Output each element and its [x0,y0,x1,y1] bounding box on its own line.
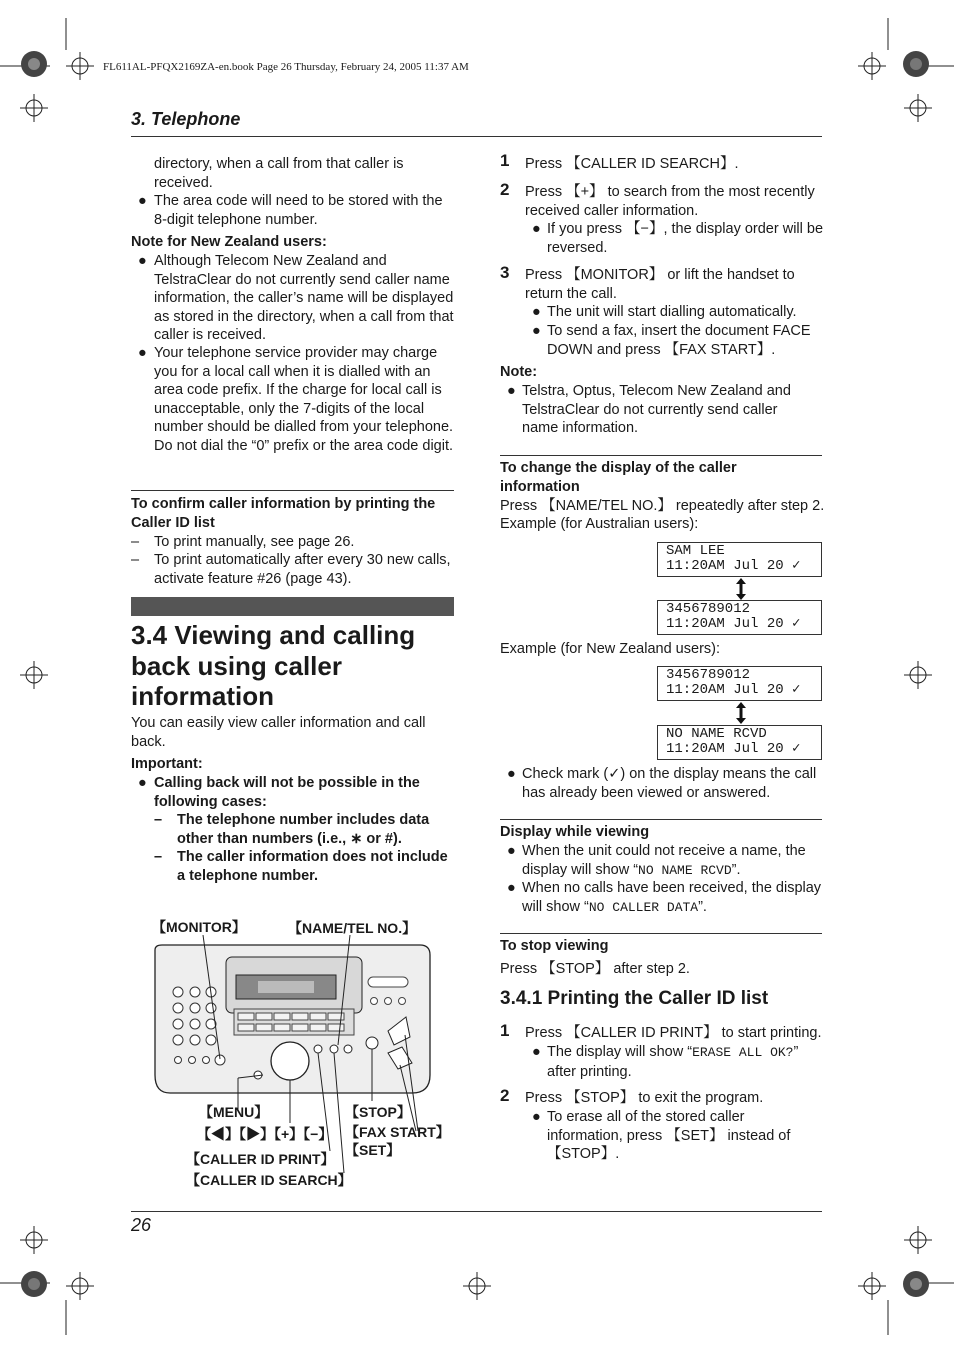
label-menu: 【MENU】 [199,1104,269,1120]
divider [500,819,822,820]
lcd-line: 11:20AM Jul 20 ✓ [666,616,801,632]
bullet-icon: ● [532,221,541,237]
bullet-text: If you press 【−】, the display order will be reversed. [547,221,824,256]
change-heading: To change the display of the caller information [500,460,737,495]
text: ” after printing. [547,1044,799,1080]
bullet-icon: ● [507,843,516,859]
display-code: ERASE ALL OK? [692,1045,794,1060]
dash-icon: – [131,534,140,550]
label-fax-start: 【FAX START】 [345,1124,450,1140]
step-number: 3 [500,263,510,282]
label-monitor: 【MONITOR】 [152,919,246,935]
label-caller-id-print: 【CALLER ID PRINT】 [186,1151,335,1167]
display-code: NO NAME RCVD [638,862,732,878]
lcd-line: 11:20AM Jul 20 ✓ [666,558,801,574]
subsection-title: 3.4.1 Printing the Caller ID list [500,988,769,1009]
dash-text: The caller information does not include a telephone number. [177,849,448,884]
up-down-arrow-icon [735,578,747,600]
bullet-text: To erase all of the stored caller information, press 【SET】 instead of 【STOP】. [547,1109,791,1162]
page-title: 3.4 Viewing and calling back using caller information [131,620,416,711]
important-heading: Important: [131,756,203,772]
bullet-text: Check mark (✓) on the display means the call has already been viewed or answered. [522,766,817,801]
bullet-icon: ● [532,1109,541,1125]
bullet-icon: ● [138,193,147,209]
lcd-line: NO NAME RCVD [666,726,767,742]
step-text: Press 【MONITOR】 or lift the handset to return the call. [525,267,795,302]
bullet-text: Although Telecom New Zealand and TelstraClear do not currently send caller name information, the caller’s name will be displayed as stored in the directory, when a call from that caller is received. [154,253,454,343]
bullet-text: The unit will start dialling automatically. [547,304,797,320]
dash-icon: – [154,849,163,865]
step-number: 2 [500,180,510,199]
bullet-icon: ● [138,775,147,791]
label-name-tel: 【NAME/TEL NO.】 [288,920,417,936]
confirm-heading: To confirm caller information by printing the Caller ID list [131,496,436,531]
bullet-icon: ● [507,766,516,782]
dash-icon: – [131,552,140,568]
bullet-text [522,879,822,917]
bullet-text: Your telephone service provider may charge you for a local call when it is dialled with an area code prefix. If the charge for local call is unacceptable, only the 7-digits of the local number should be dialled from your telephone. Do not dial the “0” prefix or the area code digit. [154,345,454,454]
lcd-line: 3456789012 [666,601,751,617]
section-header: 3. Telephone [131,109,241,129]
lcd-display [657,666,822,701]
lcd-line: 11:20AM Jul 20 ✓ [666,741,801,757]
bullet-icon: ● [532,1044,541,1060]
step-text: Press 【CALLER ID PRINT】 to start printing. [525,1025,822,1041]
file-info-line: FL611AL-PFQX2169ZA-en.book Page 26 Thursday, February 24, 2005 11:37 AM [103,61,469,73]
dash-text: To print automatically after every 30 new calls, activate feature #26 (page 43). [154,552,451,587]
text: When no calls have been received, the display will show “ [522,880,822,915]
lcd-display [657,600,822,635]
dash-icon: – [154,812,163,828]
divider [500,933,822,934]
label-set: 【SET】 [345,1142,401,1158]
example-nz: Example (for New Zealand users): [500,641,720,657]
lcd-line: SAM LEE [666,543,725,559]
bullet-text [547,1043,825,1081]
text: The display will show “ [547,1044,693,1060]
display-code: NO CALLER DATA [588,899,699,915]
divider [131,490,454,491]
stop-text: Press 【STOP】 after step 2. [500,961,690,977]
title-bar [131,597,454,616]
label-caller-id-search: 【CALLER ID SEARCH】 [186,1172,352,1188]
stop-heading: To stop viewing [500,938,609,954]
text: ”. [731,861,741,878]
example-au: Example (for Australian users): [500,516,699,532]
label-arrows: 【◀】【▶】【+】【−】 [197,1126,333,1142]
dash-text: To print manually, see page 26. [154,534,355,550]
bullet-text: Telstra, Optus, Telecom New Zealand and TelstraClear do not currently send caller name information. [522,383,791,436]
step-number: 1 [500,1021,510,1040]
up-down-arrow-icon [735,702,747,724]
step-text: Press 【CALLER ID SEARCH】. [525,156,739,172]
bullet-icon: ● [532,323,541,339]
bullet-text [522,842,822,880]
left-paragraph: directory, when a call from that caller is received. [154,156,404,191]
lcd-line: 3456789012 [666,667,751,683]
header-rule [131,136,822,137]
change-text: Press 【NAME/TEL NO.】 repeatedly after step 2. [500,498,825,514]
lcd-line: 11:20AM Jul 20 ✓ [666,682,801,698]
text: When the unit could not receive a name, the display will show “ [522,843,806,878]
nz-note-heading: Note for New Zealand users: [131,234,327,250]
bullet-text: To send a fax, insert the document FACE DOWN and press 【FAX START】. [547,323,811,358]
text: ”. [698,898,707,915]
step-text: Press 【+】 to search from the most recently received caller information. [525,184,815,219]
bullet-text: The area code will need to be stored with the 8-digit telephone number. [154,193,443,228]
lcd-display [657,725,822,760]
display-heading: Display while viewing [500,824,650,840]
bullet-icon: ● [507,880,516,896]
bullet-icon: ● [138,345,147,361]
step-number: 1 [500,151,510,170]
bullet-icon: ● [507,383,516,399]
page-number: 26 [131,1215,152,1235]
step-number: 2 [500,1086,510,1105]
note-heading: Note: [500,364,538,380]
step-text: Press 【STOP】 to exit the program. [525,1090,764,1106]
footer-rule [131,1211,822,1212]
bullet-icon: ● [138,253,147,269]
divider [500,455,822,456]
bullet-text: Calling back will not be possible in the following cases: [154,775,420,810]
bullet-icon: ● [532,304,541,320]
intro-text: You can easily view caller information and call back. [131,715,426,750]
dash-text: The telephone number includes data other than numbers (i.e., ∗ or #). [177,812,430,847]
label-stop: 【STOP】 [345,1104,411,1120]
lcd-display [657,542,822,577]
